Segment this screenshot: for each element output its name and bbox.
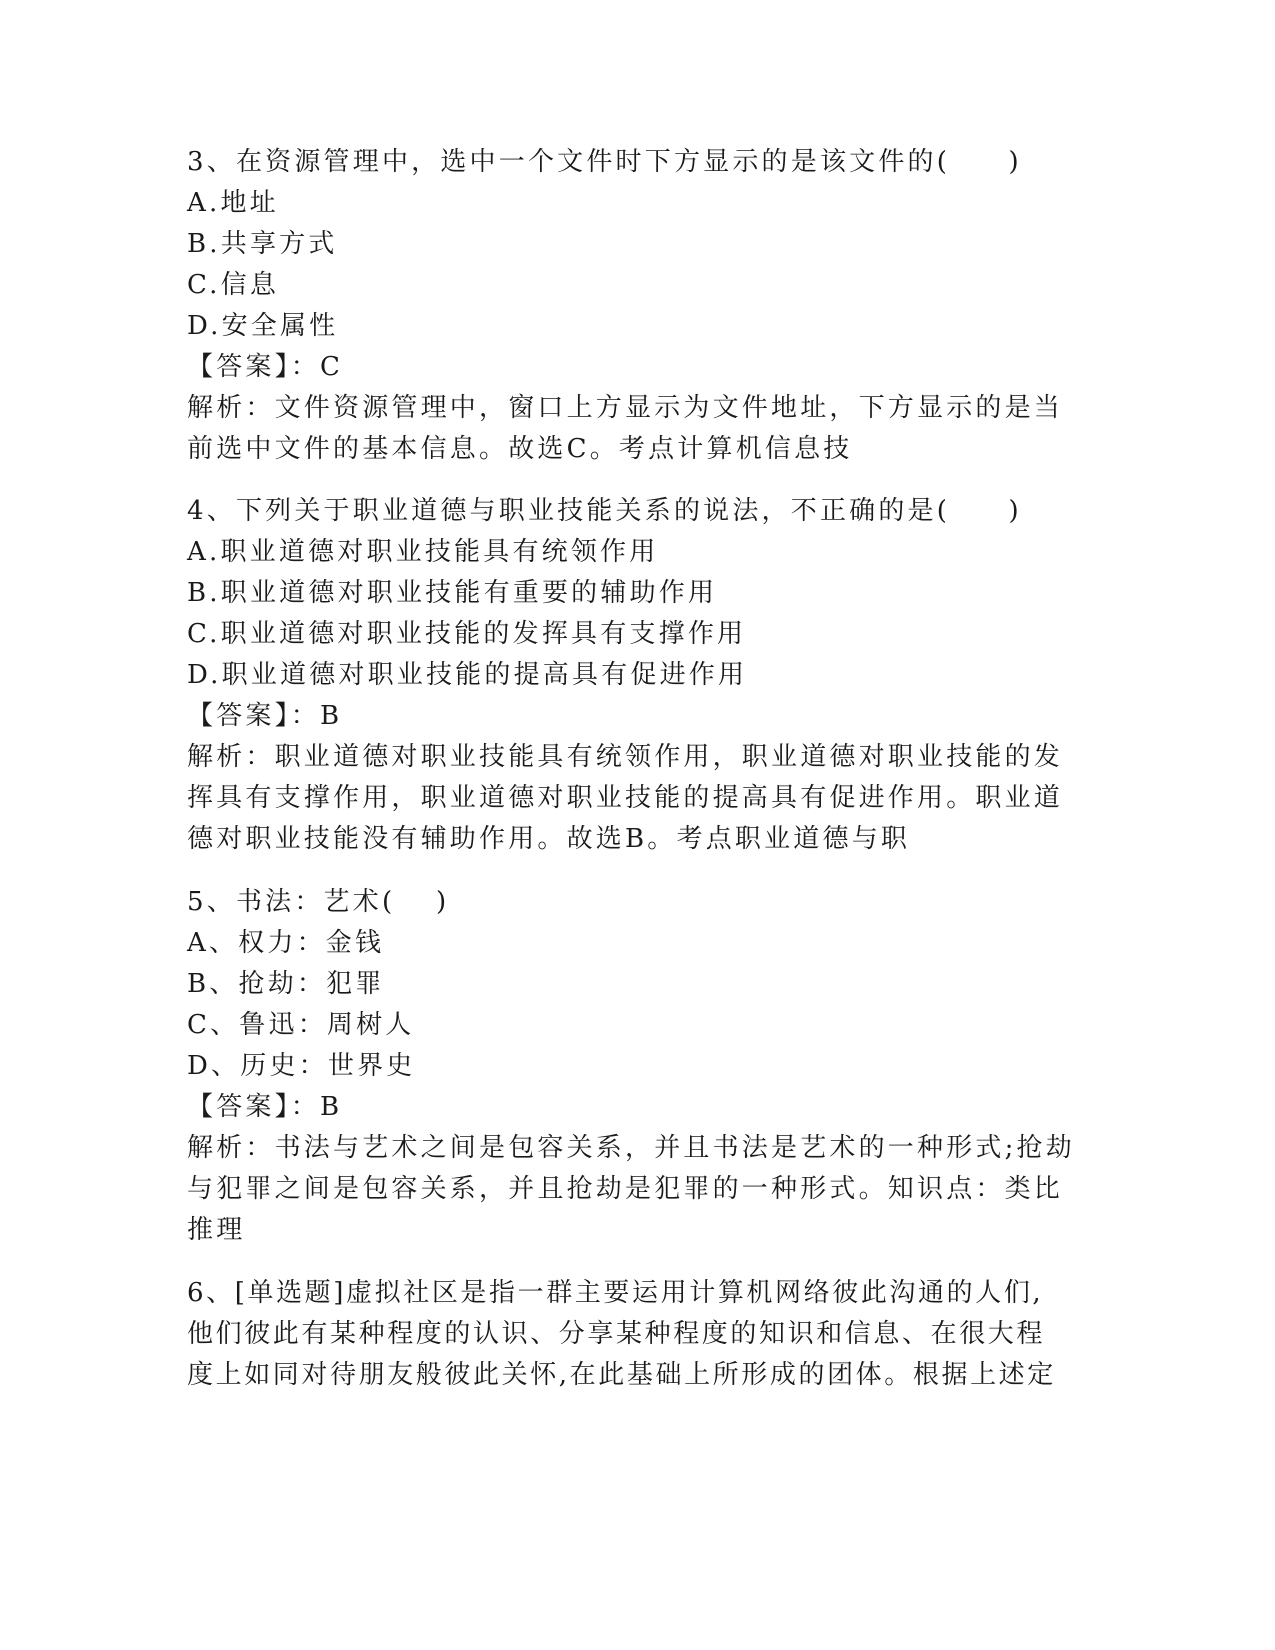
question-3-option-a: A.地址 bbox=[187, 188, 279, 218]
question-4-option-c: C.职业道德对职业技能的发挥具有支撑作用 bbox=[187, 619, 747, 649]
question-6-stem-line-1: 6、[单选题]虚拟社区是指一群主要运用计算机网络彼此沟通的人们, bbox=[187, 1278, 1044, 1308]
question-3-analysis-line-2: 前选中文件的基本信息。故选C。考点计算机信息技 bbox=[187, 434, 853, 464]
question-3-option-b: B.共享方式 bbox=[187, 229, 338, 259]
question-5-analysis-line-2: 与犯罪之间是包容关系，并且抢劫是犯罪的一种形式。知识点：类比 bbox=[187, 1174, 1064, 1204]
question-4-analysis-line-1: 解析：职业道德对职业技能具有统领作用，职业道德对职业技能的发 bbox=[187, 742, 1064, 772]
question-5-option-b: B、抢劫：犯罪 bbox=[187, 969, 385, 999]
question-5-option-d: D、历史：世界史 bbox=[187, 1051, 416, 1081]
question-4-option-b: B.职业道德对职业技能有重要的辅助作用 bbox=[187, 578, 718, 608]
question-4-option-d: D.职业道德对职业技能的提高具有促进作用 bbox=[187, 660, 748, 690]
question-4-option-a: A.职业道德对职业技能具有统领作用 bbox=[187, 537, 659, 567]
question-5-answer: 【答案】：B bbox=[187, 1092, 343, 1122]
question-5-analysis-line-3: 推理 bbox=[187, 1215, 246, 1245]
question-4-stem-line-1: 4、下列关于职业道德与职业技能关系的说法，不正确的是( ) bbox=[187, 496, 1022, 526]
question-3-analysis-line-1: 解析：文件资源管理中，窗口上方显示为文件地址，下方显示的是当 bbox=[187, 393, 1064, 423]
question-3-answer: 【答案】：C bbox=[187, 352, 344, 382]
question-3-option-d: D.安全属性 bbox=[187, 311, 339, 341]
question-5-option-c: C、鲁迅：周树人 bbox=[187, 1010, 415, 1040]
question-5-option-a: A、权力：金钱 bbox=[187, 928, 385, 958]
question-6-stem-line-2: 他们彼此有某种程度的认识、分享某种程度的知识和信息、在很大程 bbox=[187, 1319, 1046, 1349]
question-4-analysis-line-3: 德对职业技能没有辅助作用。故选B。考点职业道德与职 bbox=[187, 824, 911, 854]
question-4-answer: 【答案】：B bbox=[187, 701, 343, 731]
question-3-stem-line-1: 3、在资源管理中，选中一个文件时下方显示的是该文件的( ) bbox=[187, 147, 1022, 177]
question-3-option-c: C.信息 bbox=[187, 270, 280, 300]
question-4-analysis-line-2: 挥具有支撑作用，职业道德对职业技能的提高具有促进作用。职业道 bbox=[187, 783, 1064, 813]
question-5-stem-line-1: 5、书法：艺术( ) bbox=[187, 887, 450, 917]
question-6-stem-line-3: 度上如同对待朋友般彼此关怀,在此基础上所形成的团体。根据上述定 bbox=[187, 1360, 1056, 1390]
question-5-analysis-line-1: 解析：书法与艺术之间是包容关系，并且书法是艺术的一种形式;抢劫 bbox=[187, 1133, 1075, 1163]
